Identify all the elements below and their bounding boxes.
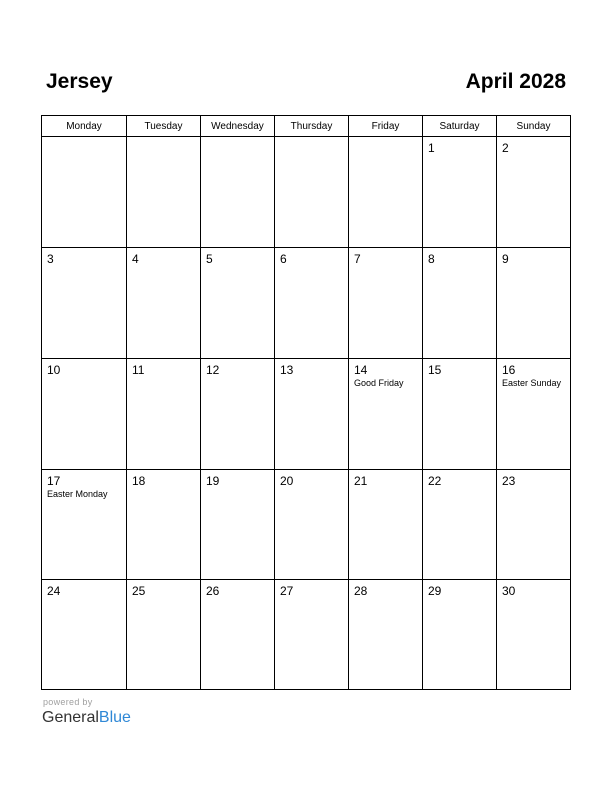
day-cell (275, 137, 349, 248)
day-number: 10 (47, 363, 61, 377)
day-number: 16 (502, 363, 516, 377)
powered-by-text: powered by (43, 697, 93, 707)
weekday-header: Tuesday (127, 116, 201, 137)
day-number: 14 (354, 363, 368, 377)
day-number: 4 (132, 252, 139, 266)
day-cell (127, 248, 201, 359)
day-number: 5 (206, 252, 213, 266)
weekday-header: Monday (42, 116, 127, 137)
weekday-header: Sunday (497, 116, 571, 137)
day-number: 26 (206, 584, 220, 598)
day-cell (201, 470, 275, 580)
day-number: 19 (206, 474, 220, 488)
day-cell (127, 470, 201, 580)
day-number: 21 (354, 474, 368, 488)
day-number: 15 (428, 363, 442, 377)
day-cell (423, 470, 497, 580)
day-number: 20 (280, 474, 294, 488)
day-cell (127, 359, 201, 470)
day-cell (423, 137, 497, 248)
day-cell (349, 470, 423, 580)
day-number: 22 (428, 474, 442, 488)
day-cell (127, 580, 201, 690)
day-number: 24 (47, 584, 61, 598)
day-cell (42, 580, 127, 690)
day-number: 17 (47, 474, 61, 488)
brand-blue-text: Blue (98, 709, 131, 726)
day-number: 11 (132, 363, 145, 377)
day-number: 25 (132, 584, 146, 598)
holiday-label: Easter Monday (47, 489, 108, 499)
day-number: 2 (502, 141, 509, 155)
day-cell (423, 359, 497, 470)
day-number: 23 (502, 474, 516, 488)
weekday-header: Saturday (423, 116, 497, 137)
day-cell (349, 137, 423, 248)
day-cell (201, 137, 275, 248)
day-number: 1 (428, 141, 435, 155)
day-cell (201, 359, 275, 470)
weekday-header: Thursday (275, 116, 349, 137)
day-number: 13 (280, 363, 294, 377)
day-cell (497, 137, 571, 248)
day-number: 18 (132, 474, 146, 488)
holiday-label: Good Friday (354, 378, 404, 388)
day-cell (127, 137, 201, 248)
day-number: 30 (502, 584, 516, 598)
day-cell (42, 137, 127, 248)
day-cell (349, 359, 423, 470)
day-cell (201, 580, 275, 690)
day-cell (275, 580, 349, 690)
day-cell (275, 359, 349, 470)
day-cell (42, 248, 127, 359)
weekday-header: Friday (349, 116, 423, 137)
day-cell (497, 470, 571, 580)
day-number: 9 (502, 252, 509, 266)
day-cell (349, 580, 423, 690)
day-number: 7 (354, 252, 361, 266)
day-cell (275, 470, 349, 580)
day-cell (497, 580, 571, 690)
day-cell (497, 248, 571, 359)
day-number: 6 (280, 252, 287, 266)
day-cell (42, 359, 127, 470)
calendar-month-title: April 2028 (465, 70, 566, 93)
day-cell (201, 248, 275, 359)
day-cell (275, 248, 349, 359)
day-number: 28 (354, 584, 368, 598)
generalblue-logo[interactable] (42, 709, 131, 727)
weekday-header: Wednesday (201, 116, 275, 137)
day-cell (497, 359, 571, 470)
day-cell (42, 470, 127, 580)
day-number: 29 (428, 584, 442, 598)
holiday-label: Easter Sunday (502, 378, 562, 388)
day-cell (349, 248, 423, 359)
day-cell (423, 248, 497, 359)
day-number: 12 (206, 363, 220, 377)
day-number: 27 (280, 584, 294, 598)
calendar-region-title: Jersey (46, 70, 113, 93)
brand-general-text: General (42, 709, 99, 726)
calendar-grid (41, 115, 571, 690)
day-cell (423, 580, 497, 690)
day-number: 8 (428, 252, 435, 266)
day-number: 3 (47, 252, 54, 266)
